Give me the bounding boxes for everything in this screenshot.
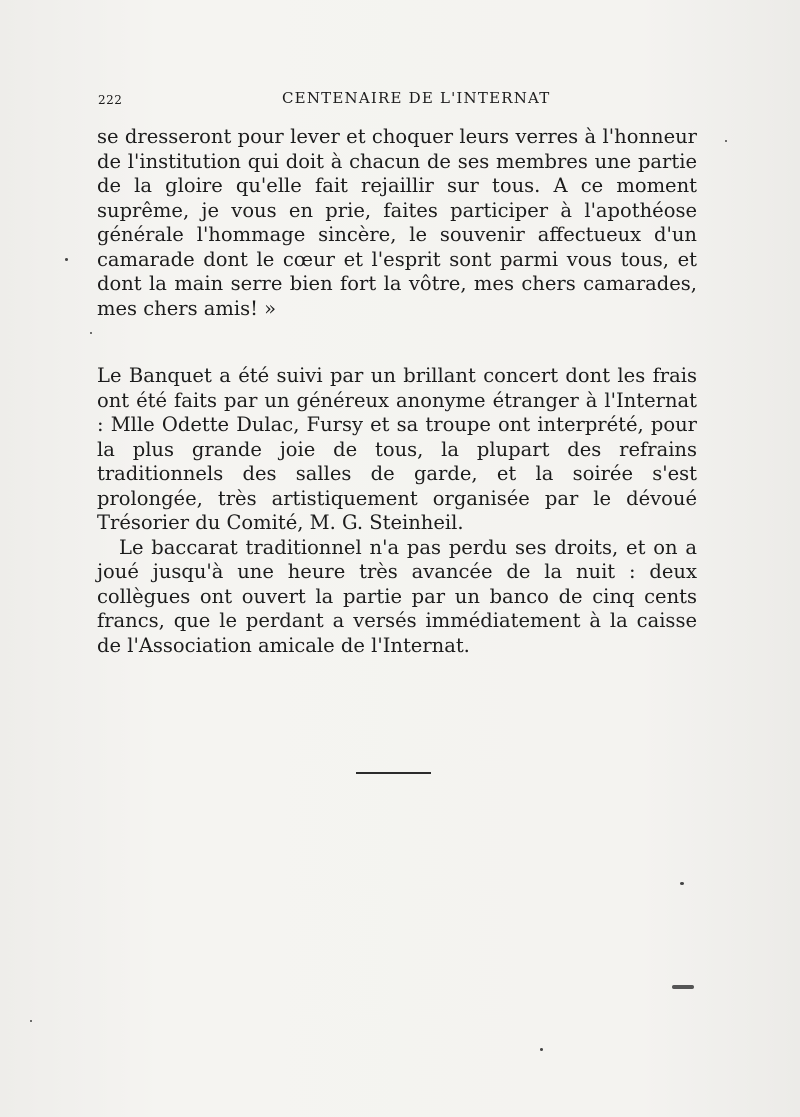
paper-speck <box>540 1048 543 1051</box>
paper-speck <box>680 882 684 885</box>
paragraph: Le Banquet a été suivi par un brillant concert dont les frais ont été faits par un généreux anonyme étranger à l'Internat : Mlle Odette Dulac, Fursy et sa troupe ont interprété, pour la plus grande joie de tous, la plupart des refrains traditionnels des salles de garde, et la soirée s'est prolongée, très artistiquement organisée par le dévoué Trésorier du Comité, M. G. Steinheil. <box>97 364 697 534</box>
page-header <box>98 89 698 111</box>
paragraph: Le baccarat traditionnel n'a pas perdu ses droits, et on a joué jusqu'à une heure très avancée de la nuit : deux collègues ont ouvert la partie par un banco de cinq cents francs, que le perdant a versés immédiatement à la caisse de l'Association amicale de l'Internat. <box>97 535 697 657</box>
paper-speck <box>90 332 92 334</box>
paper-speck <box>672 985 694 989</box>
banquet-account <box>97 364 697 658</box>
paper-speck <box>30 1020 32 1022</box>
letter-conclusion <box>97 125 697 321</box>
paper-speck <box>65 258 68 261</box>
running-title: CENTENAIRE DE L'INTERNAT <box>282 89 551 107</box>
section-end-rule <box>356 772 431 774</box>
paragraph: se dresseront pour lever et choquer leurs verres à l'honneur de l'institution qui doit à chacun de ses membres une partie de la gloire qu'elle fait rejaillir sur tous. A ce moment suprême, je vous en prie, faites participer à l'apothéose générale l'hommage sincère, le souvenir affectueux d'un camarade dont le cœur et l'esprit sont parmi vous tous, et dont la main serre bien fort la vôtre, mes chers camarades, mes chers amis! » <box>97 125 697 320</box>
page-number: 222 <box>98 93 123 107</box>
paper-speck <box>725 140 727 142</box>
